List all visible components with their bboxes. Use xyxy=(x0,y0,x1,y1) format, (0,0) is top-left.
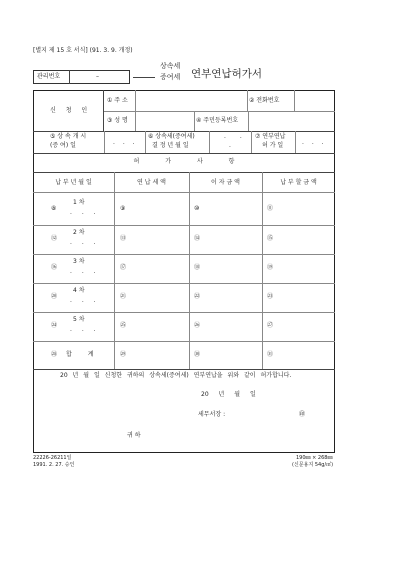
col-header-payable: 납 부 할 금 액 xyxy=(280,179,317,186)
row5-term: 5 차 xyxy=(73,316,85,323)
permit-statement: 20 년 월 일 신청한 귀하의 상속세(증여세) 연부연납을 위와 같이 허가합니다. xyxy=(60,372,292,379)
row1-interest[interactable]: ⑩ xyxy=(194,205,200,212)
row4-term: 4 차 xyxy=(73,287,85,294)
row2-term: 2 차 xyxy=(73,229,85,236)
row5-num: ㉔ xyxy=(51,322,58,329)
management-number-value[interactable]: – xyxy=(96,73,99,80)
f5-date-value[interactable]: . . . xyxy=(113,139,138,146)
resident-number-label: ④ 주민등록번호 xyxy=(196,117,239,124)
row1-term: 1 차 xyxy=(73,199,85,206)
f6-label-line1: ⑥ 상속세(증여세) xyxy=(148,133,195,140)
paper-type: (신문용지 54g/㎡) xyxy=(292,462,334,468)
section-title: 허 가 사 항 xyxy=(133,158,235,165)
permit-date[interactable]: 20 년 월 일 xyxy=(201,391,256,398)
row2-installment[interactable]: ⑬ xyxy=(120,235,127,242)
col-header-interest: 이 자 금 액 xyxy=(211,179,240,186)
management-number-label: 관리번호 xyxy=(37,73,61,80)
f7-date-value[interactable]: . . . xyxy=(302,139,327,146)
total-installment[interactable]: ㉙ xyxy=(120,351,127,358)
row3-interest[interactable]: ⑱ xyxy=(194,264,201,271)
name-field[interactable] xyxy=(136,112,193,130)
total-label: 합 계 xyxy=(66,351,94,358)
resident-number-field[interactable] xyxy=(249,112,334,130)
row5-date[interactable]: . . . xyxy=(70,326,100,333)
phone-field[interactable] xyxy=(295,92,334,110)
tax-office-label: 세무서장 : xyxy=(198,411,226,418)
approval-date: 1991. 2. 27. 승인 xyxy=(33,462,75,468)
row4-payable[interactable]: ㉓ xyxy=(267,293,274,300)
address-label: ① 주 소 xyxy=(107,97,128,104)
row3-term: 3 차 xyxy=(73,258,85,265)
row4-num: ⑳ xyxy=(51,293,58,300)
row3-installment[interactable]: ⑰ xyxy=(120,264,127,271)
row5-payable[interactable]: ㉗ xyxy=(267,322,274,329)
f5-label-line2: (증 여) 일 xyxy=(50,142,76,149)
row2-payable[interactable]: ⑮ xyxy=(267,235,274,242)
row2-num: ⑫ xyxy=(51,235,58,242)
phone-label: ② 전화번호 xyxy=(249,97,280,104)
f5-label-line1: ⑤ 상 속 개 시 xyxy=(50,133,87,140)
seal-mark: ㊞ xyxy=(299,411,306,418)
row4-interest[interactable]: ㉒ xyxy=(194,293,201,300)
form-number: [별지 제 15 호 서식] (91. 3. 9. 개정) xyxy=(33,47,133,54)
form-code: 22226-26211일 xyxy=(33,455,72,461)
f6-label-line2: 결 정 년 월 일 xyxy=(152,142,189,149)
row1-payable[interactable]: ⑪ xyxy=(267,205,274,212)
address-field[interactable] xyxy=(136,92,246,110)
row5-installment[interactable]: ㉕ xyxy=(120,322,127,329)
applicant-label: 신 청 인 xyxy=(50,107,92,114)
f7-label-line2: 허 가 일 xyxy=(262,142,284,149)
row5-interest[interactable]: ㉖ xyxy=(194,322,201,329)
row1-installment[interactable]: ⑨ xyxy=(120,205,126,212)
tax-type-gift: 증여세 xyxy=(160,73,181,81)
row4-date[interactable]: . . . xyxy=(70,297,100,304)
col-header-installment: 연 납 세 액 xyxy=(137,179,166,186)
total-payable[interactable]: ㉛ xyxy=(267,351,274,358)
total-num: ㉘ xyxy=(51,351,58,358)
recipient-label: 귀 하 xyxy=(127,432,141,439)
paper-size: 190㎜ × 268㎜ xyxy=(296,455,333,461)
tax-type-inheritance: 상속세 xyxy=(160,62,181,70)
row4-installment[interactable]: ㉑ xyxy=(120,293,127,300)
row1-date[interactable]: . . . xyxy=(70,209,100,216)
row2-date[interactable]: . . . xyxy=(70,239,100,246)
f6-date-value[interactable]: . . xyxy=(224,133,248,140)
row1-num: ⑧ xyxy=(51,205,57,212)
row3-payable[interactable]: ⑲ xyxy=(267,264,274,271)
col-header-date: 납 부 년 월 일 xyxy=(55,179,92,186)
document-title: 연부연납허가서 xyxy=(191,68,263,80)
total-interest[interactable]: ㉚ xyxy=(194,351,201,358)
f7-label-line1: ⑦ 연부연납 xyxy=(255,133,286,140)
name-label: ③ 성 명 xyxy=(107,117,128,124)
f6-date-value-2[interactable]: . xyxy=(229,142,231,149)
row3-num: ⑯ xyxy=(51,264,58,271)
row2-interest[interactable]: ⑭ xyxy=(194,235,201,242)
row3-date[interactable]: . . . xyxy=(70,268,100,275)
